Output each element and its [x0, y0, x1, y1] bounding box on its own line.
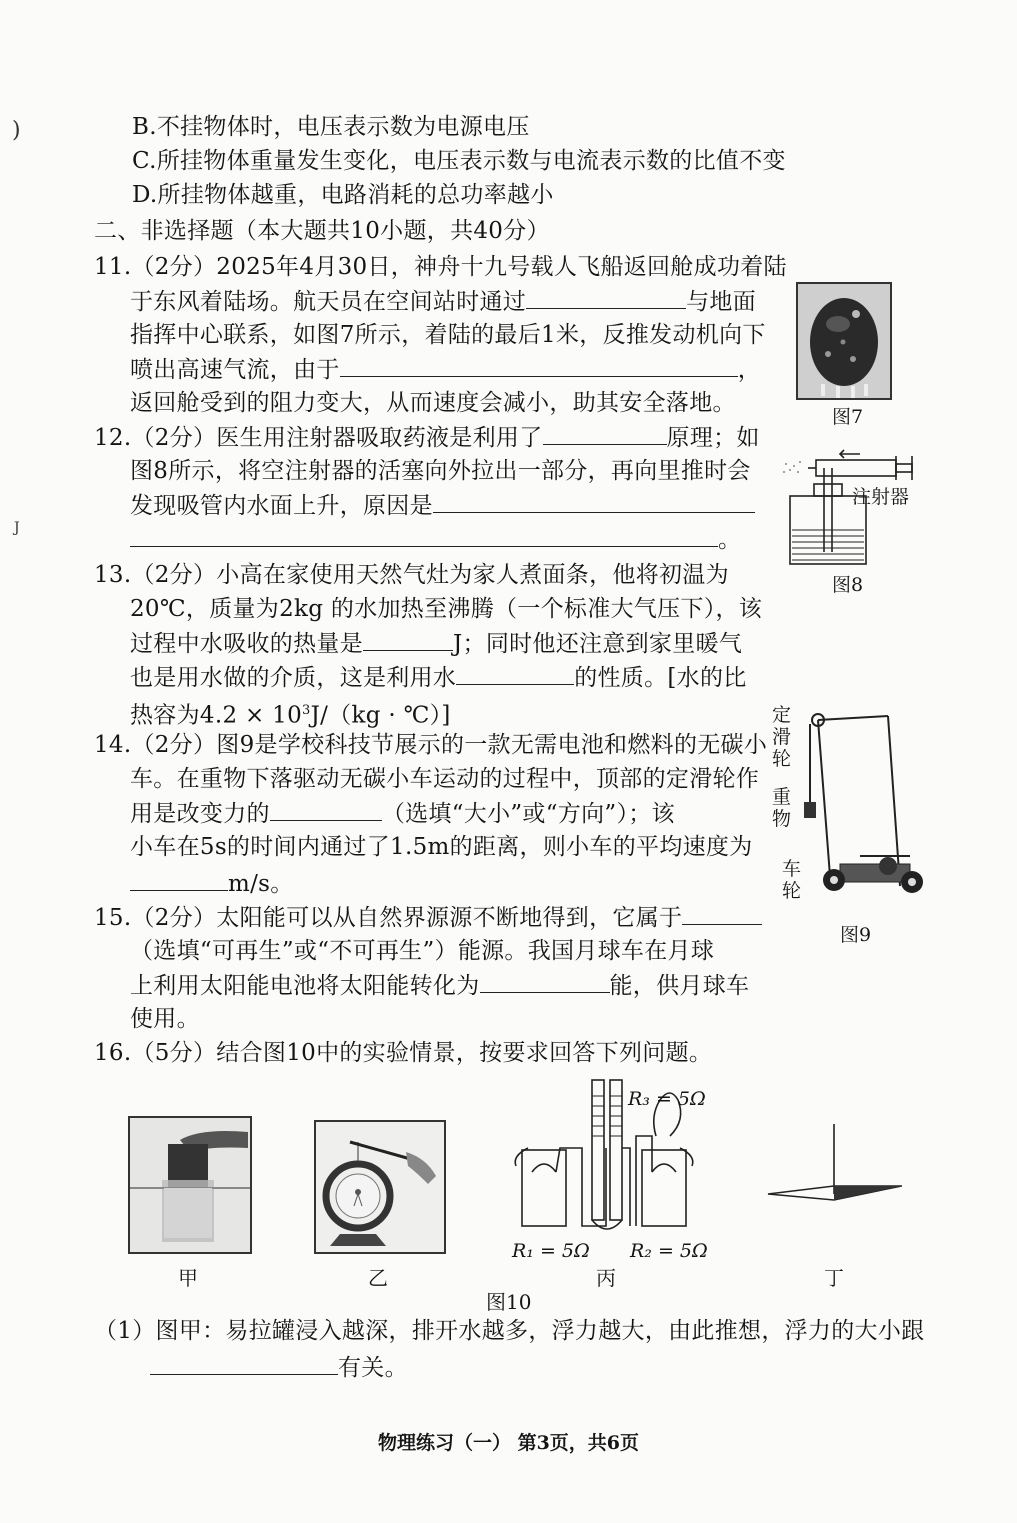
q13-line-2: 20℃，质量为2kg 的水加热至沸腾（一个标准大气压下），该	[130, 596, 763, 622]
resistor-r3-label: R₃ = 5Ω	[628, 1088, 706, 1110]
q16-line-1: 16.（5分）结合图10中的实验情景，按要求回答下列问题。	[94, 1040, 713, 1066]
figure-8-caption: 图8	[832, 574, 864, 596]
q13-line-1: 13.（2分）小高在家使用天然气灶为家人煮面条，他将初温为	[94, 562, 729, 588]
q15-line-4: 使用。	[130, 1006, 200, 1032]
q15-line-1: 15.（2分）太阳能可以从自然界源源不断地得到，它属于	[94, 900, 762, 935]
answer-blank[interactable]	[270, 796, 382, 821]
answer-blank[interactable]	[456, 660, 574, 685]
wheel-label: 车轮	[782, 858, 802, 902]
q15-line-3: 上利用太阳能电池将太阳能转化为 能，供月球车	[130, 968, 749, 1003]
figure-7-caption: 图7	[832, 406, 864, 428]
answer-blank[interactable]	[363, 626, 453, 651]
q14-line-3: 用是改变力的 （选填“大小”或“方向”）；该	[130, 796, 675, 831]
q16-sub1-line-2: 有关。	[150, 1350, 408, 1385]
option-d: D.所挂物体越重，电路消耗的总功率越小	[132, 182, 554, 208]
option-b: B.不挂物体时，电压表示数为电源电压	[132, 114, 530, 140]
answer-blank[interactable]	[150, 1350, 338, 1375]
q13-line-3: 过程中水吸收的热量是 J；同时他还注意到家里暖气	[130, 626, 742, 661]
q11-line-5: 返回舱受到的阻力变大，从而速度会减小，助其安全落地。	[130, 390, 736, 416]
option-c: C.所挂物体重量发生变化，电压表示数与电流表示数的比值不变	[132, 148, 786, 174]
q12-line-4: 。	[130, 522, 741, 557]
answer-blank[interactable]	[130, 866, 228, 891]
syringe-label: 注射器	[852, 486, 910, 508]
q11-line-2: 于东风着陆场。航天员在空间站时通过 与地面	[130, 284, 756, 319]
answer-blank[interactable]	[340, 352, 738, 377]
section-heading: 二、非选择题（本大题共10小题，共40分）	[94, 218, 550, 244]
q12-line-2: 图8所示，将空注射器的活塞向外拉出一部分，再向里推时会	[130, 458, 751, 484]
q11-line-3: 指挥中心联系，如图7所示，着陆的最后1米，反推发动机向下	[130, 322, 766, 348]
answer-blank[interactable]	[543, 420, 667, 445]
weight-label: 重物	[772, 786, 792, 830]
resistor-r1-label: R₁ = 5Ω	[512, 1240, 590, 1262]
pulley-label: 定滑轮	[772, 704, 792, 770]
margin-mark: J	[14, 520, 20, 536]
carbon-free-car-diagram	[800, 706, 940, 902]
capsule-photo	[796, 282, 892, 400]
q14-line-4: 小车在5s的时间内通过了1.5m的距离，则小车的平均速度为	[130, 834, 753, 860]
q11-line-1: 11.（2分）2025年4月30日，神舟十九号载人飞船返回舱成功着陆	[94, 254, 787, 280]
resistor-r2-label: R₂ = 5Ω	[630, 1240, 708, 1262]
q14-line-1: 14.（2分）图9是学校科技节展示的一款无需电池和燃料的无碳小	[94, 732, 768, 758]
q15-line-2: （选填“可再生”或“不可再生”）能源。我国月球车在月球	[130, 938, 715, 964]
label-ding: 丁	[824, 1266, 844, 1290]
plane-mirror-diagram	[764, 1120, 906, 1210]
label-jia: 甲	[178, 1266, 198, 1290]
q14-line-2: 车。在重物下落驱动无碳小车运动的过程中，顶部的定滑轮作	[130, 766, 760, 792]
q14-line-5: m/s。	[130, 866, 294, 901]
answer-blank[interactable]	[480, 968, 610, 993]
answer-blank[interactable]	[433, 488, 755, 513]
can-in-water-photo	[128, 1116, 252, 1254]
figure-10-caption: 图10	[486, 1290, 532, 1314]
q12-line-1: 12.（2分）医生用注射器吸取药液是利用了 原理；如	[94, 420, 760, 455]
margin-mark: )	[12, 118, 21, 143]
answer-blank[interactable]	[526, 284, 686, 309]
answer-blank[interactable]	[130, 522, 718, 547]
q16-sub1-line-1: （1）图甲：易拉罐浸入越深，排开水越多，浮力越大，由此推想，浮力的大小跟	[94, 1318, 925, 1344]
tuning-fork-photo	[314, 1120, 446, 1254]
page-footer: 物理练习（一） 第3页，共6页	[377, 1432, 640, 1454]
answer-blank[interactable]	[682, 900, 762, 925]
q12-line-3: 发现吸管内水面上升，原因是	[130, 488, 755, 523]
q13-line-4: 也是用水做的介质，这是利用水 的性质。[水的比	[130, 660, 747, 695]
q11-line-4: 喷出高速气流，由于 ，	[130, 352, 761, 387]
label-bing: 丙	[596, 1266, 616, 1290]
q13-line-5: 热容为$4.2 \times 10^3J/(kg$ · ℃）]	[130, 702, 451, 729]
figure-9-caption: 图9	[840, 924, 872, 946]
label-yi: 乙	[368, 1266, 388, 1290]
